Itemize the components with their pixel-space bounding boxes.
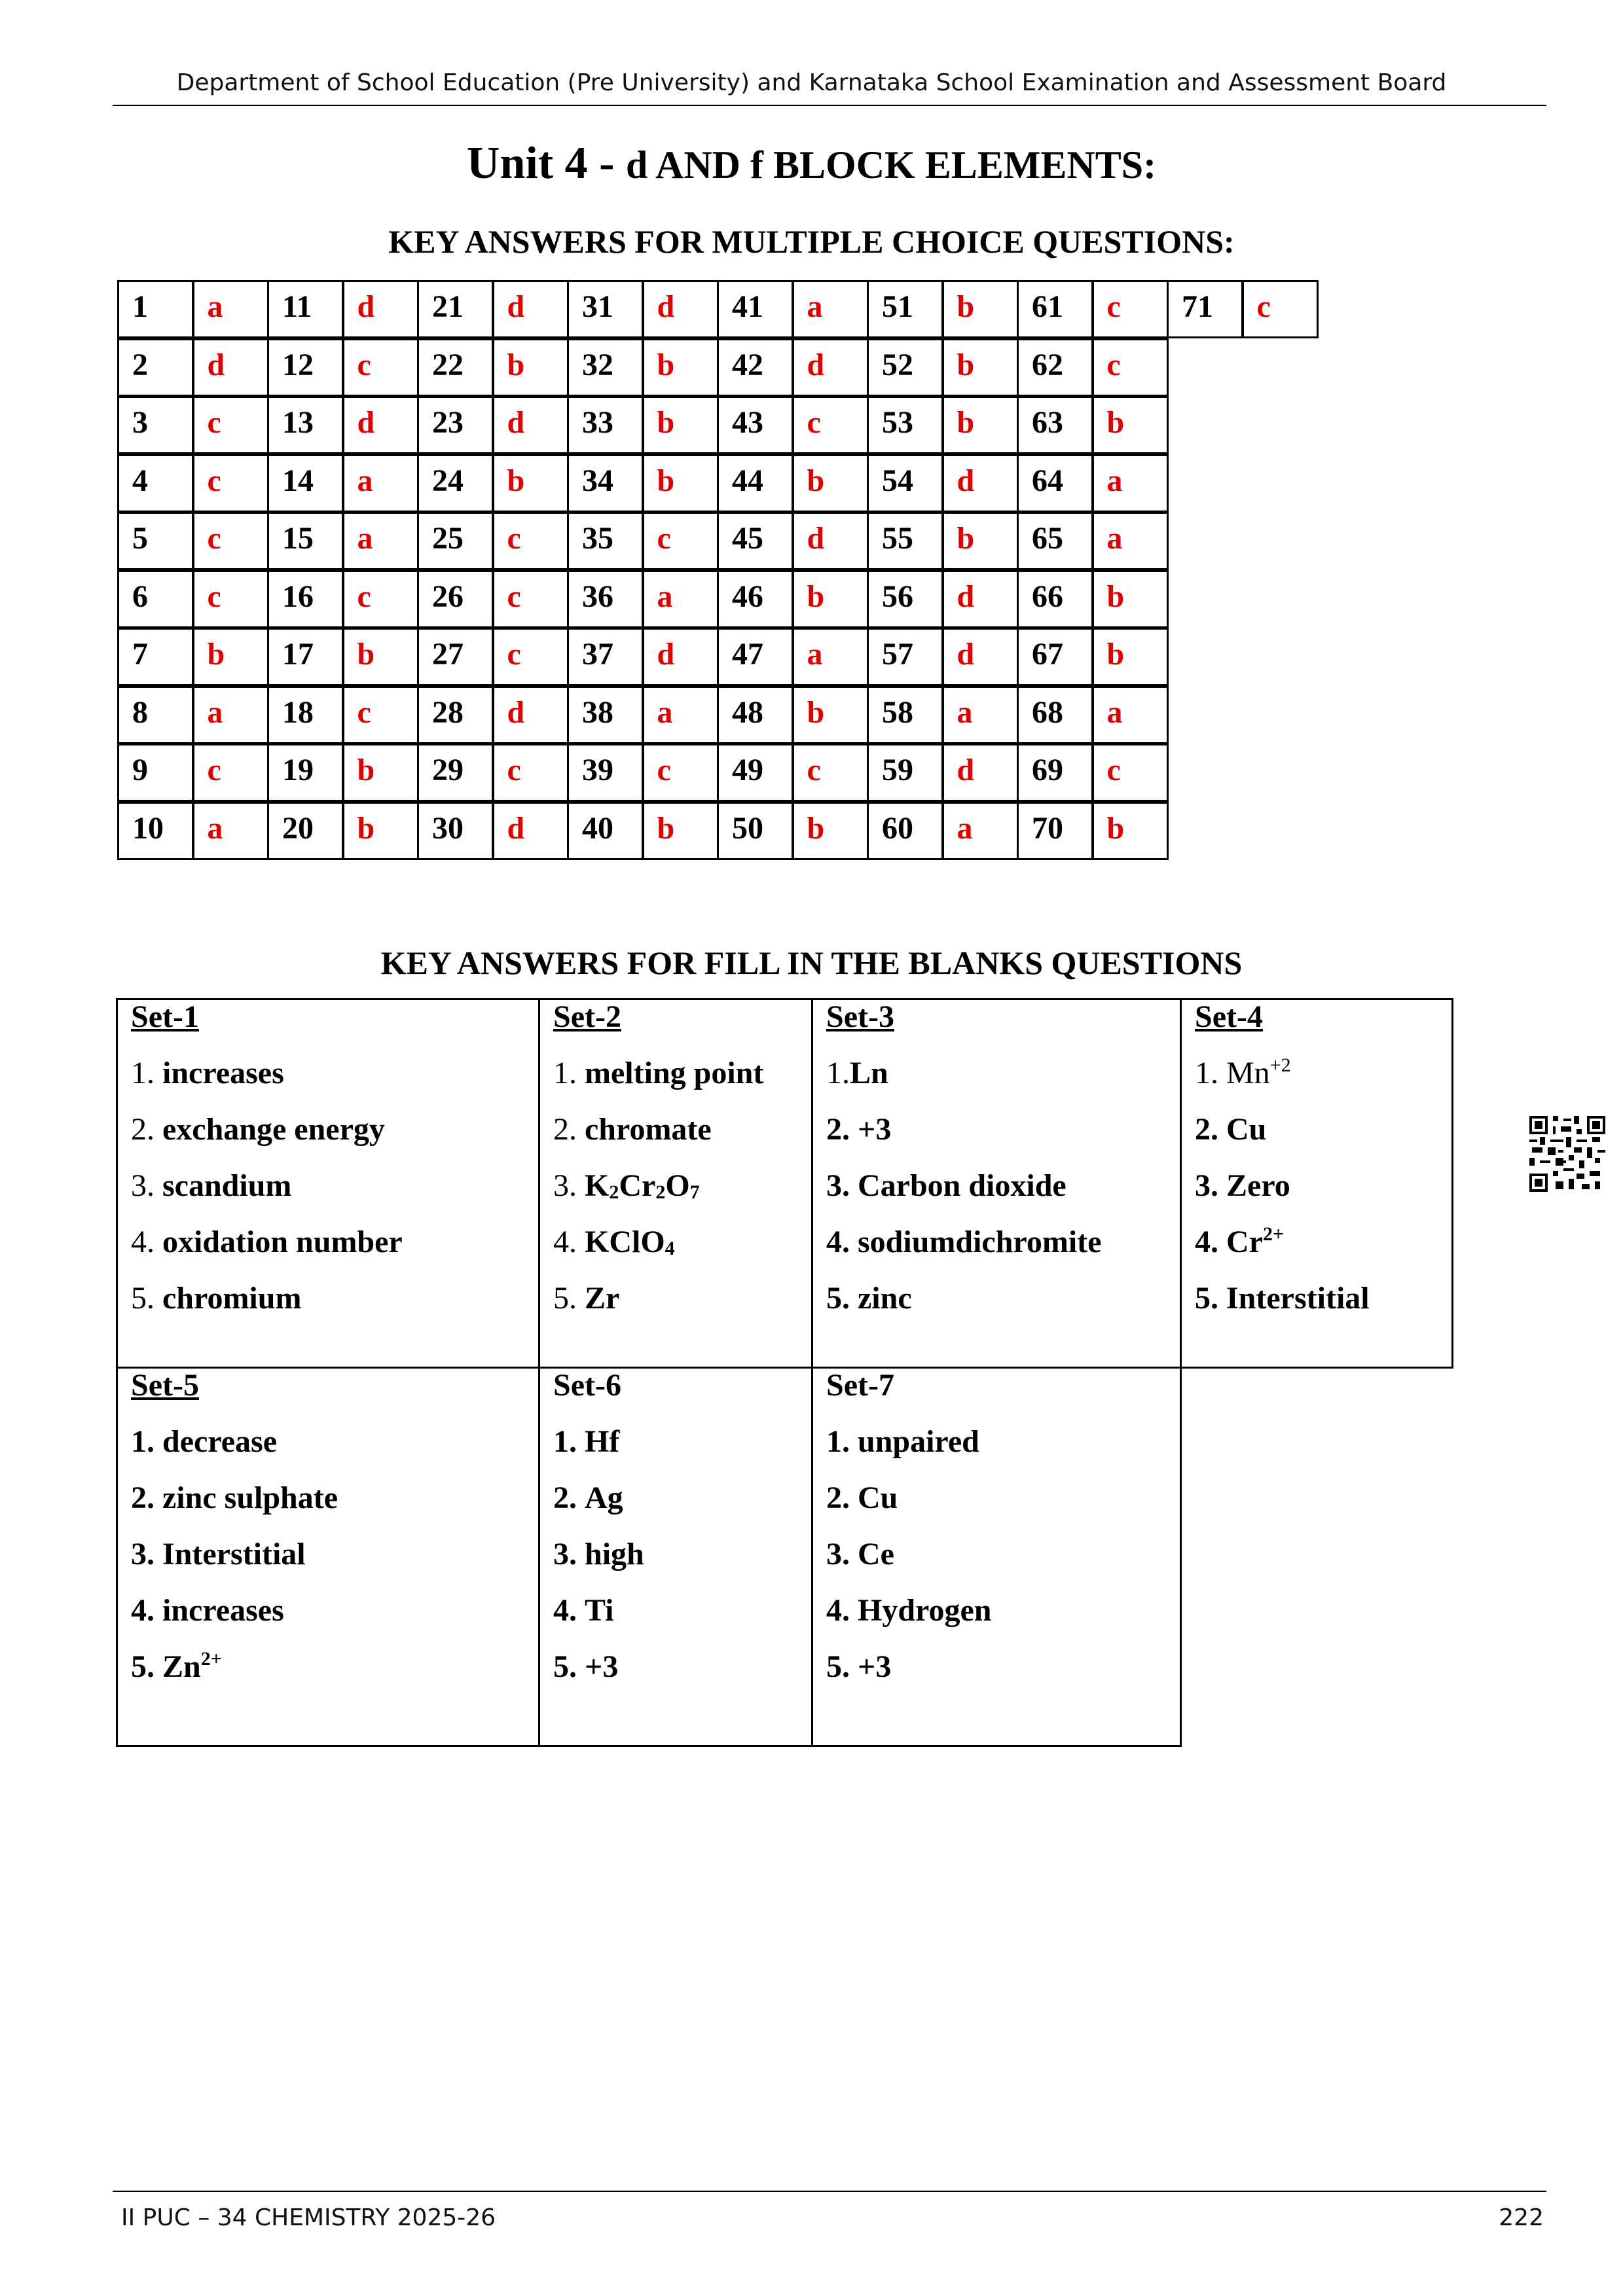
question-number-cell: 19 [267,744,344,802]
question-number-cell: 35 [567,512,644,570]
list-item: 2. Ag [553,1480,623,1515]
answer-cell: d [792,338,869,397]
question-number-cell: 5 [117,512,194,570]
question-number-cell: 4 [117,454,194,512]
list-item: 3. Carbon dioxide [826,1168,1067,1203]
answer-cell: b [942,338,1019,397]
fib-set-1 [116,998,540,1369]
set-title: Set-6 [553,1368,621,1403]
answer-cell: d [642,280,719,338]
answer-cell: c [192,744,269,802]
mcq-heading: KEY ANSWERS FOR MULTIPLE CHOICE QUESTIONS: [388,223,1235,260]
answer-cell: a [342,454,419,512]
list-item: 4. increases [131,1593,284,1628]
question-number-cell: 57 [867,628,943,686]
question-number-cell: 68 [1017,686,1093,744]
question-number-cell: 11 [267,280,344,338]
question-number-cell: 1 [117,280,194,338]
answer-cell: a [192,686,269,744]
answer-cell: a [1092,512,1169,570]
set-title: Set-4 [1195,999,1263,1034]
answer-cell: b [792,802,869,860]
question-number-cell: 52 [867,338,943,397]
question-number-cell: 65 [1017,512,1093,570]
list-item: 2. Cu [1195,1112,1267,1147]
question-number-cell: 20 [267,802,344,860]
question-number-cell: 49 [717,744,793,802]
page-header: Department of School Education (Pre University) and Karnataka School Examination and Assessment Board [176,69,1447,96]
question-number-cell: 31 [567,280,644,338]
question-number-cell: 25 [417,512,494,570]
list-item: 1. Hf [553,1424,620,1459]
list-item: 3. Zero [1195,1168,1290,1203]
question-number-cell: 32 [567,338,644,397]
question-number-cell: 54 [867,454,943,512]
list-item: 3. high [553,1537,644,1571]
fib-heading: KEY ANSWERS FOR FILL IN THE BLANKS QUESTIONS [380,944,1243,981]
list-item: 4. $Cr^{2+}$ [1195,1223,1285,1259]
question-number-cell: 48 [717,686,793,744]
answer-cell: c [342,338,419,397]
list-item: 2. exchange energy [131,1112,385,1147]
answer-cell: d [492,686,569,744]
answer-cell: b [792,570,869,628]
answer-cell: a [192,280,269,338]
question-number-cell: 69 [1017,744,1093,802]
question-number-cell: 16 [267,570,344,628]
list-item: 5. chromium [131,1281,302,1316]
list-item: 4. oxidation number [131,1225,403,1259]
answer-cell: b [642,802,719,860]
question-number-cell: 62 [1017,338,1093,397]
set-title: Set-7 [826,1368,894,1403]
list-item: 5. +3 [553,1649,619,1684]
list-item: 2. +3 [826,1112,892,1147]
answer-cell: b [642,396,719,454]
answer-cell: d [642,628,719,686]
question-number-cell: 24 [417,454,494,512]
question-number-cell: 26 [417,570,494,628]
question-number-cell: 64 [1017,454,1093,512]
answer-cell: c [492,570,569,628]
fib-set-3 [811,998,1182,1369]
list-item: 1. decrease [131,1424,278,1459]
question-number-cell: 60 [867,802,943,860]
answer-cell: c [1092,744,1169,802]
fib-set-4 [1180,998,1453,1369]
answer-cell: c [492,628,569,686]
question-number-cell: 70 [1017,802,1093,860]
list-item: 1. increases [131,1056,284,1090]
answer-cell: b [792,454,869,512]
answer-cell: d [492,280,569,338]
list-item: 4. Hydrogen [826,1593,992,1628]
question-number-cell: 45 [717,512,793,570]
question-number-cell: 6 [117,570,194,628]
question-number-cell: 53 [867,396,943,454]
answer-cell: c [492,744,569,802]
list-item: 5. zinc [826,1281,912,1316]
answer-cell: b [942,512,1019,570]
list-item: 5. +3 [826,1649,892,1684]
question-number-cell: 41 [717,280,793,338]
question-number-cell: 33 [567,396,644,454]
answer-cell: b [342,744,419,802]
answer-cell: c [192,570,269,628]
answer-cell: c [1092,280,1169,338]
answer-cell: c [342,686,419,744]
question-number-cell: 39 [567,744,644,802]
answer-cell: a [342,512,419,570]
answer-cell: b [1092,396,1169,454]
question-number-cell: 71 [1167,280,1243,338]
question-number-cell: 46 [717,570,793,628]
answer-cell: d [942,744,1019,802]
answer-cell: a [942,802,1019,860]
answer-cell: b [642,454,719,512]
fib-set-5 [116,1367,540,1747]
list-item: 1. $Mn^{+2}$ [1195,1054,1291,1090]
list-item: 2. Cu [826,1480,898,1515]
answer-cell: d [942,454,1019,512]
question-number-cell: 44 [717,454,793,512]
question-number-cell: 29 [417,744,494,802]
question-number-cell: 2 [117,338,194,397]
answer-cell: a [1092,454,1169,512]
fib-set-7 [811,1367,1182,1747]
mcq-answer-table [0,0,1623,916]
question-number-cell: 17 [267,628,344,686]
question-number-cell: 51 [867,280,943,338]
fib-set-6 [538,1367,813,1747]
set-title: Set-5 [131,1368,199,1403]
answer-cell: b [942,280,1019,338]
answer-cell: a [792,628,869,686]
question-number-cell: 9 [117,744,194,802]
answer-cell: a [192,802,269,860]
question-number-cell: 14 [267,454,344,512]
answer-cell: d [342,396,419,454]
set-title: Set-3 [826,999,894,1034]
list-item: 2. zinc sulphate [131,1480,338,1515]
set-title: Set-1 [131,999,199,1034]
list-item: 4. sodiumdichromite [826,1225,1102,1259]
answer-cell: d [342,280,419,338]
answer-cell: a [642,686,719,744]
title-topic: d AND f BLOCK ELEMENTS: [625,143,1157,187]
answer-cell: c [492,512,569,570]
answer-cell: b [642,338,719,397]
answer-cell: b [492,454,569,512]
question-number-cell: 59 [867,744,943,802]
qr-code-icon [1529,1116,1605,1192]
question-number-cell: 21 [417,280,494,338]
answer-cell: d [942,628,1019,686]
answer-cell: c [192,512,269,570]
answer-cell: c [1242,280,1319,338]
list-item: 5. Interstitial [1195,1281,1370,1316]
list-item: 3. Ce [826,1537,894,1571]
question-number-cell: 58 [867,686,943,744]
list-item: 4. KClO$_4$ [553,1225,675,1259]
list-item: 1. melting point [553,1056,764,1090]
page-number: 222 [1499,2204,1544,2231]
question-number-cell: 47 [717,628,793,686]
question-number-cell: 13 [267,396,344,454]
question-number-cell: 67 [1017,628,1093,686]
question-number-cell: 12 [267,338,344,397]
answer-cell: b [1092,570,1169,628]
question-number-cell: 56 [867,570,943,628]
answer-cell: a [942,686,1019,744]
answer-cell: c [1092,338,1169,397]
answer-cell: c [642,744,719,802]
question-number-cell: 55 [867,512,943,570]
question-number-cell: 40 [567,802,644,860]
answer-cell: d [942,570,1019,628]
question-number-cell: 15 [267,512,344,570]
list-item: 3. Interstitial [131,1537,306,1571]
answer-cell: a [792,280,869,338]
footer-course: II PUC – 34 CHEMISTRY 2025-26 [121,2204,496,2231]
question-number-cell: 37 [567,628,644,686]
list-item: 1. unpaired [826,1424,979,1459]
answer-cell: b [342,802,419,860]
question-number-cell: 8 [117,686,194,744]
question-number-cell: 50 [717,802,793,860]
answer-cell: d [792,512,869,570]
question-number-cell: 27 [417,628,494,686]
question-number-cell: 28 [417,686,494,744]
question-number-cell: 61 [1017,280,1093,338]
answer-cell: c [342,570,419,628]
answer-cell: b [792,686,869,744]
question-number-cell: 18 [267,686,344,744]
answer-cell: c [792,744,869,802]
question-number-cell: 38 [567,686,644,744]
list-item: 2. chromate [553,1112,712,1147]
answer-cell: c [642,512,719,570]
answer-cell: b [1092,802,1169,860]
question-number-cell: 3 [117,396,194,454]
answer-cell: c [192,454,269,512]
answer-cell: a [642,570,719,628]
footer-rule [113,2191,1546,2192]
list-item: 4. Ti [553,1593,614,1628]
question-number-cell: 66 [1017,570,1093,628]
question-number-cell: 36 [567,570,644,628]
question-number-cell: 22 [417,338,494,397]
list-item: 5. Zr [553,1281,620,1316]
answer-cell: b [342,628,419,686]
answer-cell: c [792,396,869,454]
list-item: 1.Ln [826,1056,888,1090]
answer-cell: b [942,396,1019,454]
question-number-cell: 34 [567,454,644,512]
answer-cell: a [1092,686,1169,744]
answer-cell: d [492,396,569,454]
list-item: 5. $Zn^{2+}$ [131,1648,222,1684]
answer-cell: b [192,628,269,686]
question-number-cell: 30 [417,802,494,860]
list-item: 3. $K_2Cr_2O_7$ [553,1168,700,1203]
list-item: 3. scandium [131,1168,292,1203]
question-number-cell: 63 [1017,396,1093,454]
answer-cell: d [192,338,269,397]
title-unit: Unit 4 - [466,138,626,188]
answer-cell: b [492,338,569,397]
answer-cell: c [192,396,269,454]
question-number-cell: 43 [717,396,793,454]
answer-cell: d [492,802,569,860]
set-title: Set-2 [553,999,621,1034]
question-number-cell: 23 [417,396,494,454]
question-number-cell: 10 [117,802,194,860]
answer-cell: b [1092,628,1169,686]
question-number-cell: 42 [717,338,793,397]
question-number-cell: 7 [117,628,194,686]
fib-set-2 [538,998,813,1369]
